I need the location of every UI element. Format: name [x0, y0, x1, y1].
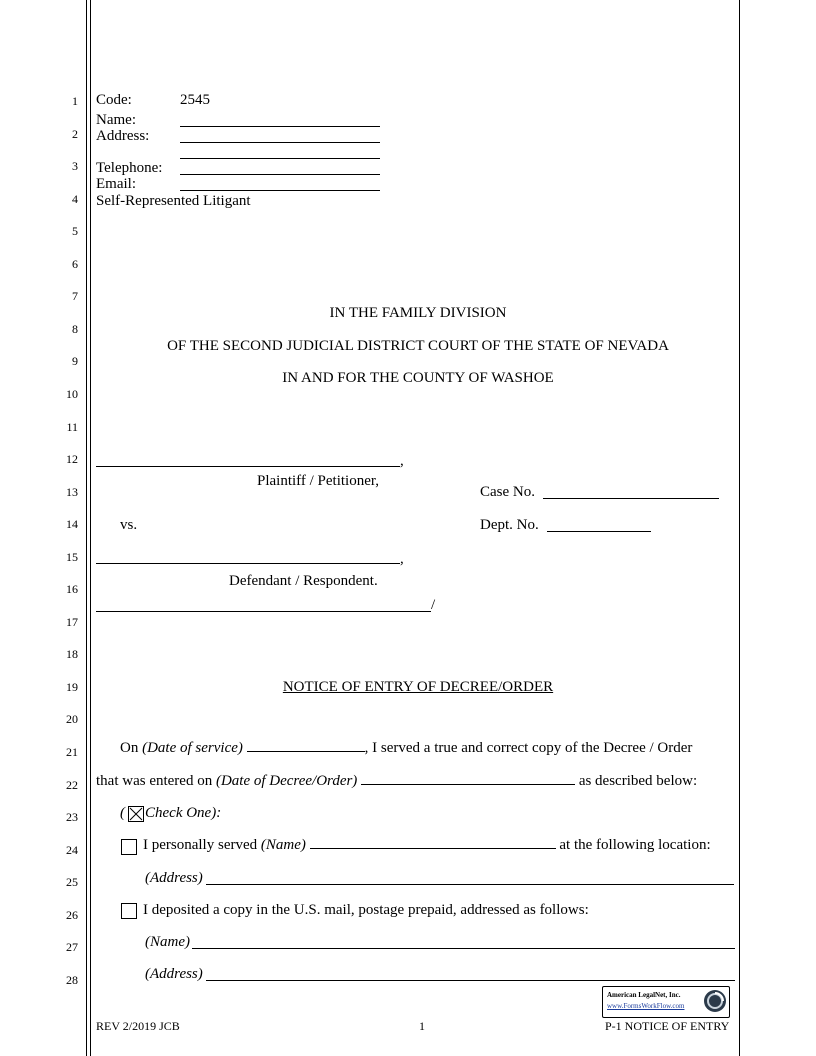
line-number: 10 — [66, 386, 78, 401]
line-number: 6 — [72, 256, 78, 271]
body-line-21 — [120, 740, 692, 757]
telephone-field[interactable] — [180, 174, 380, 175]
left-margin-line-2 — [90, 0, 91, 1056]
mail-address-field[interactable] — [206, 980, 735, 981]
line-number: 7 — [72, 289, 78, 304]
line-number: 22 — [66, 777, 78, 792]
line-number: 11 — [66, 419, 78, 434]
line-number: 3 — [72, 159, 78, 174]
plaintiff-field[interactable] — [96, 466, 400, 467]
line-number: 23 — [66, 810, 78, 825]
vs-label: vs. — [120, 517, 138, 533]
mail-name-label: (Name) — [145, 934, 190, 950]
served-address-field[interactable] — [206, 884, 734, 885]
logo-line-1: American LegalNet, Inc. — [607, 991, 681, 999]
document-title — [96, 679, 740, 696]
line-number: 28 — [66, 972, 78, 987]
x-mark-icon — [129, 807, 143, 821]
line-number: 18 — [66, 647, 78, 662]
court-heading-line-1: IN THE FAMILY DIVISION — [329, 305, 507, 321]
entered-on-text: that was entered on — [96, 773, 213, 789]
date-of-service-field[interactable] — [247, 751, 365, 752]
line-number: 2 — [72, 126, 78, 141]
name-field[interactable] — [180, 126, 380, 127]
court-heading-line-3: IN AND FOR THE COUNTY OF WASHOE — [282, 370, 554, 386]
date-of-decree-label: (Date of Decree/Order) — [215, 773, 358, 789]
case-no-field[interactable] — [543, 498, 719, 499]
mail-checkbox[interactable] — [121, 903, 137, 919]
check-one-checkbox — [128, 806, 144, 822]
legalnet-logo — [602, 986, 730, 1018]
code-value: 2545 — [180, 92, 210, 108]
line-number: 24 — [66, 842, 78, 857]
line-number: 5 — [72, 224, 78, 239]
left-margin-line-1 — [86, 0, 87, 1056]
plaintiff-label: Plaintiff / Petitioner, — [257, 473, 380, 489]
defendant-comma: , — [400, 551, 404, 567]
served-name-field[interactable] — [310, 848, 556, 849]
dept-no-label: Dept. No. — [480, 517, 539, 533]
line-number: 21 — [66, 745, 78, 759]
personally-served-line — [143, 837, 711, 854]
personally-served-text: I personally served — [143, 837, 258, 853]
caption-bottom-rule — [96, 611, 431, 612]
court-heading-line-2: OF THE SECOND JUDICIAL DISTRICT COURT OF THE STATE OF NEVADA — [167, 338, 669, 354]
on-text: On — [120, 740, 139, 756]
line-number: 9 — [72, 354, 78, 369]
email-label: Email: — [96, 176, 136, 192]
globe-icon — [703, 989, 727, 1013]
dept-no-field[interactable] — [547, 531, 651, 532]
line-number: 4 — [72, 191, 78, 206]
line-number: 8 — [72, 321, 78, 336]
footer-page-number: 1 — [419, 1019, 425, 1033]
served-text: , I served a true and correct copy of the Decree / Order — [364, 740, 693, 756]
case-no-label: Case No. — [480, 484, 535, 500]
date-of-service-label: (Date of service) — [142, 740, 243, 756]
mail-text: I deposited a copy in the U.S. mail, postage prepaid, addressed as follows: — [143, 902, 589, 918]
line-number: 12 — [66, 452, 78, 467]
line-number: 27 — [66, 940, 78, 955]
address-label: Address: — [96, 128, 150, 144]
described-text: as described below: — [578, 773, 698, 789]
served-name-label: (Name) — [260, 837, 306, 853]
code-label: Code: — [96, 92, 132, 108]
address-field-1[interactable] — [180, 142, 380, 143]
check-one-label: Check One): — [145, 805, 222, 821]
check-one-paren: ( — [120, 805, 125, 821]
telephone-label: Telephone: — [96, 160, 163, 176]
right-margin-line — [739, 0, 740, 1056]
defendant-label: Defendant / Respondent. — [229, 573, 378, 589]
document-title-text: NOTICE OF ENTRY OF DECREE/ORDER — [282, 679, 554, 695]
line-number: 19 — [66, 679, 78, 694]
personally-served-checkbox[interactable] — [121, 839, 137, 855]
mail-address-label: (Address) — [145, 966, 203, 982]
mail-name-field[interactable] — [192, 948, 735, 949]
line-number: 15 — [66, 549, 78, 564]
plaintiff-comma: , — [400, 453, 404, 469]
body-line-22 — [96, 773, 697, 790]
line-number: 16 — [66, 582, 78, 597]
footer-document-id: P-1 NOTICE OF ENTRY — [605, 1019, 730, 1033]
email-field[interactable] — [180, 190, 380, 191]
defendant-field[interactable] — [96, 563, 400, 564]
line-number: 13 — [66, 484, 78, 499]
date-of-decree-field[interactable] — [361, 784, 575, 785]
footer-revision: REV 2/2019 JCB — [96, 1019, 180, 1033]
name-label: Name: — [96, 112, 136, 128]
address-field-2[interactable] — [180, 158, 380, 159]
following-location-text: at the following location: — [559, 837, 711, 853]
caption-slash: / — [431, 597, 436, 613]
line-number: 14 — [66, 517, 78, 532]
litigant-label: Self-Represented Litigant — [96, 193, 251, 209]
line-number: 17 — [66, 614, 78, 629]
line-number: 26 — [66, 907, 78, 922]
logo-line-2: www.FormsWorkFlow.com — [607, 1002, 685, 1010]
line-number: 25 — [66, 875, 78, 890]
line-number: 20 — [66, 712, 78, 727]
line-number: 1 — [72, 94, 78, 108]
served-address-label: (Address) — [145, 870, 203, 886]
